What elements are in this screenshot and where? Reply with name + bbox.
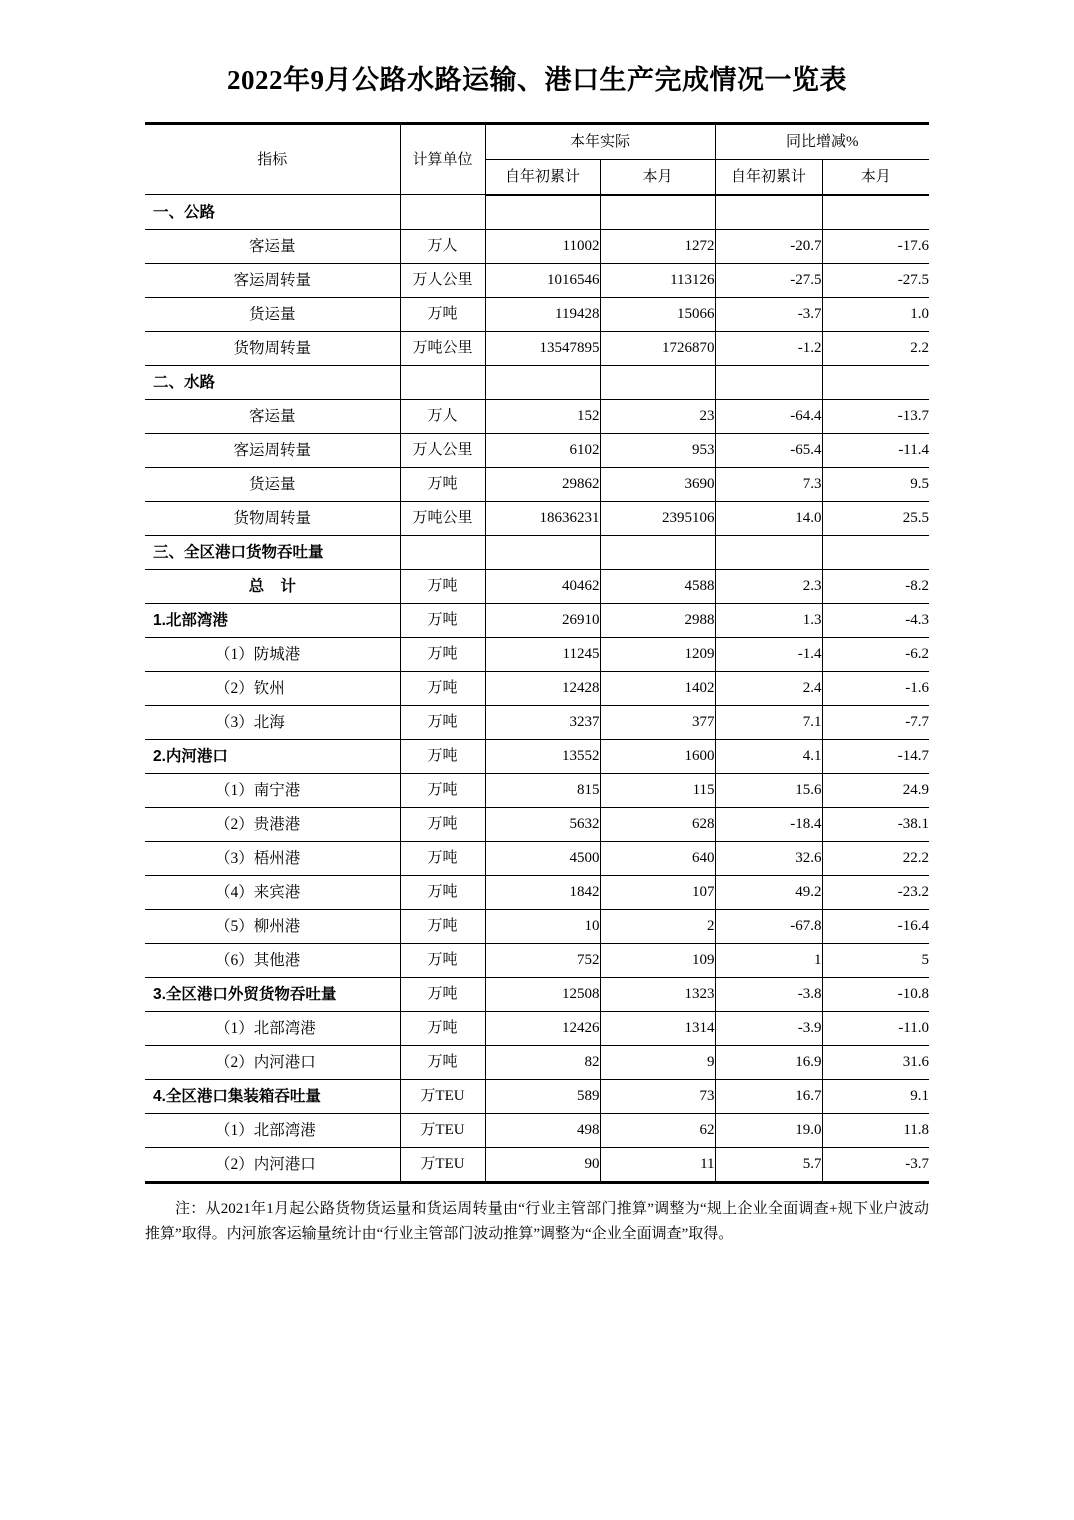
value-yoy-ytd: 16.9: [715, 1045, 822, 1079]
row-label: （2）内河港口: [145, 1147, 400, 1182]
value-actual-ytd: 29862: [485, 467, 600, 501]
value-actual-ytd: 4500: [485, 841, 600, 875]
value-actual-ytd: 3237: [485, 705, 600, 739]
value-yoy-ytd: -65.4: [715, 433, 822, 467]
header-row-top: [145, 123, 929, 159]
value-actual-month: 3690: [600, 467, 715, 501]
value-yoy-ytd: -20.7: [715, 229, 822, 263]
value-actual-month: 1272: [600, 229, 715, 263]
value-yoy-month: -14.7: [822, 739, 929, 773]
value-actual-month: [600, 365, 715, 399]
row-unit: 万吨: [400, 841, 485, 875]
value-actual-ytd: [485, 195, 600, 230]
value-actual-month: 62: [600, 1113, 715, 1147]
value-yoy-month: -11.4: [822, 433, 929, 467]
row-label: （2）贵港港: [145, 807, 400, 841]
value-actual-ytd: 11245: [485, 637, 600, 671]
value-actual-month: 1402: [600, 671, 715, 705]
value-actual-ytd: 119428: [485, 297, 600, 331]
value-yoy-month: [822, 195, 929, 230]
value-yoy-month: -11.0: [822, 1011, 929, 1045]
value-yoy-ytd: 2.4: [715, 671, 822, 705]
row-unit: 万吨: [400, 1011, 485, 1045]
table-row: [145, 467, 929, 501]
value-yoy-ytd: -3.7: [715, 297, 822, 331]
value-yoy-ytd: -64.4: [715, 399, 822, 433]
value-actual-month: [600, 195, 715, 230]
value-yoy-ytd: [715, 195, 822, 230]
table-row: [145, 705, 929, 739]
table-row: [145, 1113, 929, 1147]
table-row: [145, 535, 929, 569]
value-actual-month: 15066: [600, 297, 715, 331]
value-yoy-month: -38.1: [822, 807, 929, 841]
page-title: 2022年9月公路水路运输、港口生产完成情况一览表: [227, 65, 847, 95]
value-yoy-month: [822, 365, 929, 399]
value-actual-ytd: 1842: [485, 875, 600, 909]
value-actual-month: 113126: [600, 263, 715, 297]
row-label: 三、全区港口货物吞吐量: [145, 535, 400, 569]
value-actual-month: 628: [600, 807, 715, 841]
row-unit: 万吨公里: [400, 501, 485, 535]
table-body: [145, 195, 929, 1183]
table-row: [145, 1011, 929, 1045]
value-yoy-ytd: 4.1: [715, 739, 822, 773]
row-label: （2）内河港口: [145, 1045, 400, 1079]
value-yoy-month: 2.2: [822, 331, 929, 365]
value-yoy-month: 24.9: [822, 773, 929, 807]
table-row: [145, 229, 929, 263]
value-actual-month: 1726870: [600, 331, 715, 365]
column-header-indicator: 指标: [145, 123, 400, 195]
column-header-unit: 计算单位: [400, 123, 485, 195]
row-unit: 万人: [400, 399, 485, 433]
value-yoy-ytd: [715, 535, 822, 569]
value-actual-ytd: 12426: [485, 1011, 600, 1045]
value-actual-month: 953: [600, 433, 715, 467]
table-row: [145, 773, 929, 807]
footnote: [145, 1184, 929, 1247]
table-row: [145, 195, 929, 230]
row-unit: 万人公里: [400, 263, 485, 297]
value-yoy-ytd: -67.8: [715, 909, 822, 943]
row-label: 客运量: [145, 399, 400, 433]
value-actual-month: 2988: [600, 603, 715, 637]
table-row: [145, 1079, 929, 1113]
value-actual-ytd: [485, 535, 600, 569]
table-row: [145, 603, 929, 637]
row-unit: 万人: [400, 229, 485, 263]
column-group-header-actual: 本年实际: [485, 123, 715, 159]
value-yoy-month: -1.6: [822, 671, 929, 705]
value-actual-month: 11: [600, 1147, 715, 1182]
row-label: 货物周转量: [145, 331, 400, 365]
value-yoy-month: -23.2: [822, 875, 929, 909]
row-unit: 万吨: [400, 637, 485, 671]
value-yoy-ytd: 7.1: [715, 705, 822, 739]
value-yoy-month: -8.2: [822, 569, 929, 603]
value-yoy-ytd: [715, 365, 822, 399]
row-unit: 万吨: [400, 705, 485, 739]
row-label: 2.内河港口: [145, 739, 400, 773]
value-yoy-ytd: -1.4: [715, 637, 822, 671]
value-actual-ytd: 1016546: [485, 263, 600, 297]
value-actual-ytd: 6102: [485, 433, 600, 467]
value-yoy-month: 11.8: [822, 1113, 929, 1147]
row-label: 货物周转量: [145, 501, 400, 535]
value-yoy-month: 9.1: [822, 1079, 929, 1113]
row-label: 1.北部湾港: [145, 603, 400, 637]
row-unit: [400, 535, 485, 569]
row-unit: 万吨: [400, 603, 485, 637]
value-yoy-month: 9.5: [822, 467, 929, 501]
row-label: （1）防城港: [145, 637, 400, 671]
row-unit: 万吨: [400, 569, 485, 603]
row-unit: 万吨: [400, 671, 485, 705]
value-yoy-ytd: 14.0: [715, 501, 822, 535]
table-row: [145, 909, 929, 943]
value-yoy-month: 31.6: [822, 1045, 929, 1079]
row-unit: 万吨: [400, 297, 485, 331]
value-actual-month: 2395106: [600, 501, 715, 535]
row-unit: [400, 195, 485, 230]
value-yoy-ytd: -27.5: [715, 263, 822, 297]
value-yoy-ytd: 15.6: [715, 773, 822, 807]
column-header-yoy-month: 本月: [822, 159, 929, 195]
value-actual-ytd: 5632: [485, 807, 600, 841]
table-row: [145, 297, 929, 331]
table-row: [145, 943, 929, 977]
table-row: [145, 875, 929, 909]
row-label: 3.全区港口外贸货物吞吐量: [145, 977, 400, 1011]
value-actual-month: 109: [600, 943, 715, 977]
row-unit: 万人公里: [400, 433, 485, 467]
value-yoy-ytd: -18.4: [715, 807, 822, 841]
value-actual-month: 640: [600, 841, 715, 875]
value-actual-month: 1323: [600, 977, 715, 1011]
value-yoy-ytd: 5.7: [715, 1147, 822, 1182]
row-unit: 万吨: [400, 467, 485, 501]
value-actual-ytd: 40462: [485, 569, 600, 603]
column-header-actual-month: 本月: [600, 159, 715, 195]
value-actual-ytd: 152: [485, 399, 600, 433]
value-actual-month: 9: [600, 1045, 715, 1079]
value-yoy-month: -6.2: [822, 637, 929, 671]
table-row: [145, 671, 929, 705]
column-header-yoy-ytd: 自年初累计: [715, 159, 822, 195]
table-row: [145, 399, 929, 433]
row-label: 货运量: [145, 467, 400, 501]
row-label: （1）南宁港: [145, 773, 400, 807]
row-unit: 万吨公里: [400, 331, 485, 365]
value-actual-ytd: 82: [485, 1045, 600, 1079]
value-actual-ytd: 752: [485, 943, 600, 977]
value-yoy-month: 5: [822, 943, 929, 977]
value-actual-ytd: 18636231: [485, 501, 600, 535]
value-actual-ytd: 10: [485, 909, 600, 943]
row-label: （5）柳州港: [145, 909, 400, 943]
value-yoy-ytd: -3.8: [715, 977, 822, 1011]
value-yoy-month: -7.7: [822, 705, 929, 739]
value-actual-month: 115: [600, 773, 715, 807]
row-unit: 万TEU: [400, 1147, 485, 1182]
value-actual-month: 1600: [600, 739, 715, 773]
value-actual-month: 2: [600, 909, 715, 943]
value-actual-ytd: 498: [485, 1113, 600, 1147]
table-row: [145, 1147, 929, 1182]
value-actual-month: 4588: [600, 569, 715, 603]
value-yoy-ytd: 49.2: [715, 875, 822, 909]
value-actual-month: 1314: [600, 1011, 715, 1045]
value-yoy-month: 25.5: [822, 501, 929, 535]
value-actual-ytd: 13552: [485, 739, 600, 773]
value-yoy-ytd: 2.3: [715, 569, 822, 603]
value-actual-ytd: 90: [485, 1147, 600, 1182]
row-unit: 万吨: [400, 807, 485, 841]
value-actual-month: 1209: [600, 637, 715, 671]
row-label: （2）钦州: [145, 671, 400, 705]
value-yoy-ytd: 7.3: [715, 467, 822, 501]
value-yoy-month: -27.5: [822, 263, 929, 297]
value-yoy-ytd: 32.6: [715, 841, 822, 875]
table-row: [145, 433, 929, 467]
row-unit: 万吨: [400, 909, 485, 943]
value-actual-ytd: 12508: [485, 977, 600, 1011]
row-label: 货运量: [145, 297, 400, 331]
value-actual-month: 23: [600, 399, 715, 433]
table-row: [145, 331, 929, 365]
value-yoy-ytd: -1.2: [715, 331, 822, 365]
row-label: 客运周转量: [145, 433, 400, 467]
footnote-text: 注：从2021年1月起公路货物货运量和货运周转量由“行业主管部门推算”调整为“规上企业全面调查+规下业户波动推算”取得。内河旅客运输量统计由“行业主管部门波动推算”调整为“企业全面调查”取得。: [145, 1200, 929, 1242]
value-actual-ytd: 13547895: [485, 331, 600, 365]
value-yoy-month: [822, 535, 929, 569]
value-actual-ytd: 589: [485, 1079, 600, 1113]
value-yoy-month: -16.4: [822, 909, 929, 943]
table-header: [145, 123, 929, 195]
table-row: [145, 977, 929, 1011]
value-yoy-ytd: 1: [715, 943, 822, 977]
row-unit: 万吨: [400, 773, 485, 807]
row-label: 一、公路: [145, 195, 400, 230]
value-yoy-ytd: 1.3: [715, 603, 822, 637]
table-row: [145, 739, 929, 773]
row-label: （3）梧州港: [145, 841, 400, 875]
transport-statistics-table: [145, 122, 929, 1184]
value-actual-ytd: 12428: [485, 671, 600, 705]
value-yoy-ytd: 16.7: [715, 1079, 822, 1113]
table-row: [145, 263, 929, 297]
table-row: [145, 841, 929, 875]
value-yoy-ytd: 19.0: [715, 1113, 822, 1147]
row-unit: 万吨: [400, 1045, 485, 1079]
row-unit: [400, 365, 485, 399]
value-yoy-month: -3.7: [822, 1147, 929, 1182]
table-row: [145, 637, 929, 671]
row-unit: 万吨: [400, 943, 485, 977]
value-actual-month: 107: [600, 875, 715, 909]
column-header-actual-ytd: 自年初累计: [485, 159, 600, 195]
value-actual-ytd: 815: [485, 773, 600, 807]
value-yoy-month: -4.3: [822, 603, 929, 637]
row-unit: 万吨: [400, 977, 485, 1011]
row-unit: 万TEU: [400, 1113, 485, 1147]
row-label: （6）其他港: [145, 943, 400, 977]
value-yoy-ytd: -3.9: [715, 1011, 822, 1045]
row-label: （4）来宾港: [145, 875, 400, 909]
value-actual-ytd: 26910: [485, 603, 600, 637]
table-row: [145, 501, 929, 535]
row-label: （1）北部湾港: [145, 1113, 400, 1147]
value-actual-month: [600, 535, 715, 569]
table-row: [145, 807, 929, 841]
row-label: 4.全区港口集装箱吞吐量: [145, 1079, 400, 1113]
row-label: 客运周转量: [145, 263, 400, 297]
row-unit: 万吨: [400, 739, 485, 773]
value-yoy-month: 1.0: [822, 297, 929, 331]
table-row: [145, 1045, 929, 1079]
value-yoy-month: -17.6: [822, 229, 929, 263]
value-actual-month: 377: [600, 705, 715, 739]
value-actual-month: 73: [600, 1079, 715, 1113]
table-row: [145, 569, 929, 603]
row-label: （3）北海: [145, 705, 400, 739]
row-label: 客运量: [145, 229, 400, 263]
value-yoy-month: -13.7: [822, 399, 929, 433]
table-row: [145, 365, 929, 399]
row-label: 总 计: [145, 569, 400, 603]
row-label: 二、水路: [145, 365, 400, 399]
row-label: （1）北部湾港: [145, 1011, 400, 1045]
statistics-table-container: [145, 98, 929, 1184]
column-group-header-yoy: 同比增减%: [715, 123, 929, 159]
row-unit: 万TEU: [400, 1079, 485, 1113]
value-yoy-month: -10.8: [822, 977, 929, 1011]
value-actual-ytd: [485, 365, 600, 399]
value-yoy-month: 22.2: [822, 841, 929, 875]
row-unit: 万吨: [400, 875, 485, 909]
value-actual-ytd: 11002: [485, 229, 600, 263]
